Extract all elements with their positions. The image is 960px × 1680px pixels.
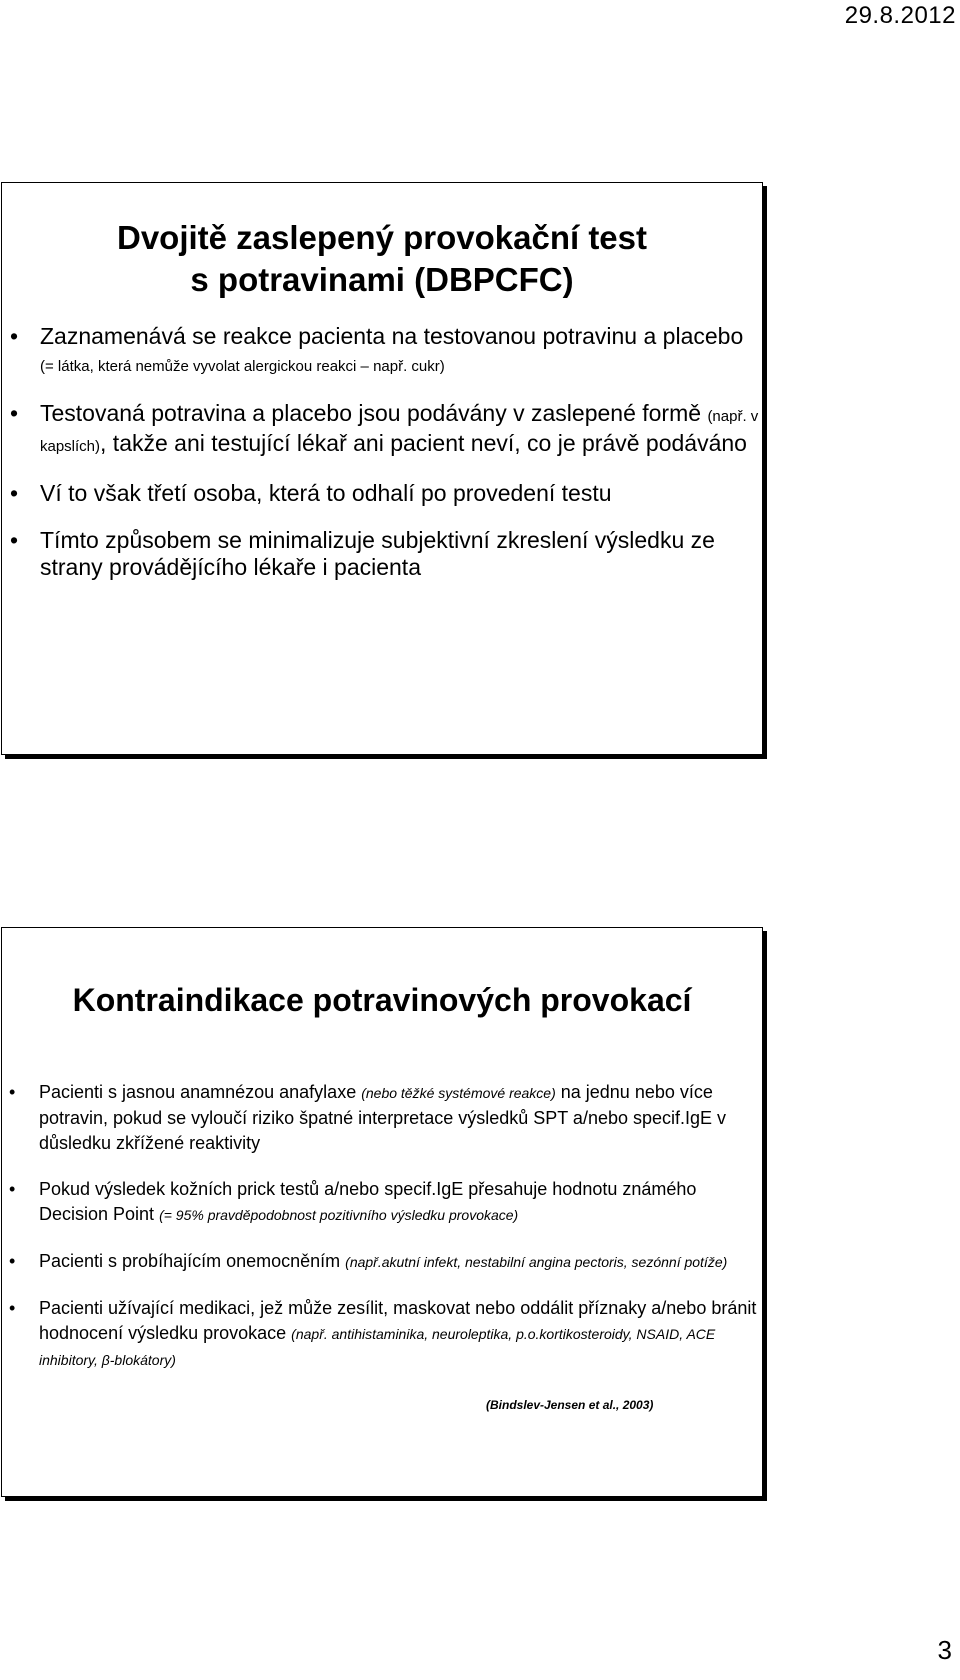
list-item: • Ví to však třetí osoba, která to odhalí po provedení testu [40, 480, 762, 507]
slide-title: Kontraindikace potravinových provokací [72, 982, 692, 1018]
page-number: 3 [937, 1635, 952, 1665]
title-line-2: s potravinami (DBPCFC) [190, 261, 574, 298]
slide-title [2, 217, 762, 301]
list-item: • Tímto způsobem se minimalizuje subjektivní zkreslení výsledku ze strany provádějícího lékaře i pacienta [40, 527, 762, 581]
citation: (Bindslev-Jensen et al., 2003) [486, 1398, 654, 1412]
bullet-list [39, 1080, 761, 1394]
list-item: • Pacienti s jasnou anamnézou anafylaxe (nebo těžké systémové reakce) na jednu nebo více potravin, pokud se vyloučí riziko špatné interpretace výsledků SPT a/nebo specif.IgE v důsledku zkřížené reaktivity [39, 1080, 761, 1156]
bullet-list [40, 323, 762, 601]
list-item: • Testovaná potravina a placebo jsou podávány v zaslepené formě (např. v kapslích), takže ani testující lékař ani pacient neví, co je právě podáváno [40, 400, 762, 460]
list-item: • Pacienti s probíhajícím onemocněním (např.akutní infekt, nestabilní angina pectoris, sezónní potíže) [39, 1249, 761, 1275]
title-line-1: Dvojitě zaslepený provokační test [116, 219, 647, 256]
list-item: • Pacienti užívající medikaci, jež může zesílit, maskovat nebo oddálit příznaky a/nebo bránit hodnocení výsledku provokace (např. antihistaminika, neuroleptika, p.o.kortikosteroidy, NSAID, ACE inhibitory, β-blokátory) [39, 1296, 761, 1373]
list-item: • Pokud výsledek kožních prick testů a/nebo specif.IgE přesahuje hodnotu známého Decision Point (= 95% pravděpodobnost pozitivního výsledku provokace) [39, 1177, 761, 1228]
slide-contraindications [1, 927, 763, 1497]
slide-dbpcfc [1, 182, 763, 755]
page-date: 29.8.2012 [844, 2, 956, 29]
list-item: • Zaznamenává se reakce pacienta na testovanou potravinu a placebo (= látka, která nemůže vyvolat alergickou reakci – např. cukr) [40, 323, 762, 380]
